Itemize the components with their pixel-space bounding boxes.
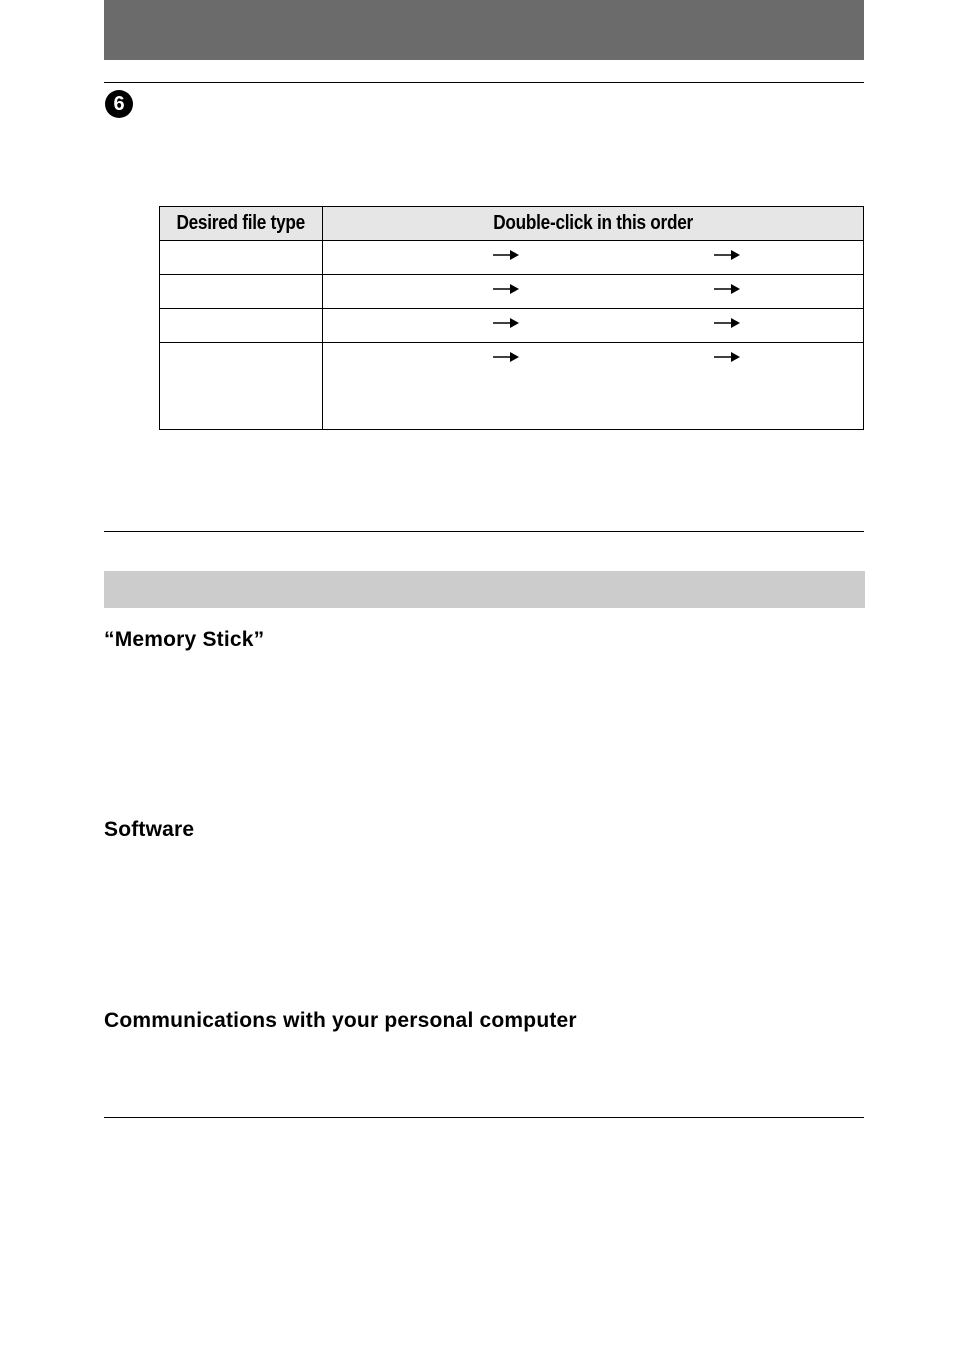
file-type-table (159, 206, 864, 430)
order-cell (323, 309, 864, 343)
section-divider (104, 531, 864, 532)
order-cell (323, 275, 864, 309)
arrow-right-icon (714, 351, 740, 363)
order-cell (323, 241, 864, 275)
table-header-row (160, 207, 864, 241)
arrow-right-icon (493, 249, 519, 261)
file-type-cell (160, 275, 323, 309)
arrow-right-icon (714, 317, 740, 329)
top-divider (104, 82, 864, 83)
bottom-divider (104, 1117, 864, 1118)
arrow-right-icon (714, 249, 740, 261)
section-heading-bar (104, 571, 865, 608)
file-type-cell (160, 343, 323, 430)
arrow-right-icon (714, 283, 740, 295)
table-row (160, 241, 864, 275)
table-row (160, 309, 864, 343)
subheading-software: Software (104, 818, 195, 841)
column-header-order: Double-click in this order (323, 207, 864, 241)
table-row (160, 275, 864, 309)
order-cell (323, 343, 864, 430)
arrow-right-icon (493, 351, 519, 363)
arrow-right-icon (493, 283, 519, 295)
file-type-cell (160, 241, 323, 275)
table-row (160, 343, 864, 430)
chapter-header-bar (104, 0, 864, 60)
file-type-cell (160, 309, 323, 343)
subheading-memory-stick: “Memory Stick” (104, 628, 265, 651)
step-number-badge: 6 (105, 90, 133, 118)
arrow-right-icon (493, 317, 519, 329)
column-header-file-type: Desired file type (160, 207, 323, 241)
subheading-communications: Communications with your personal computer (104, 1009, 577, 1032)
